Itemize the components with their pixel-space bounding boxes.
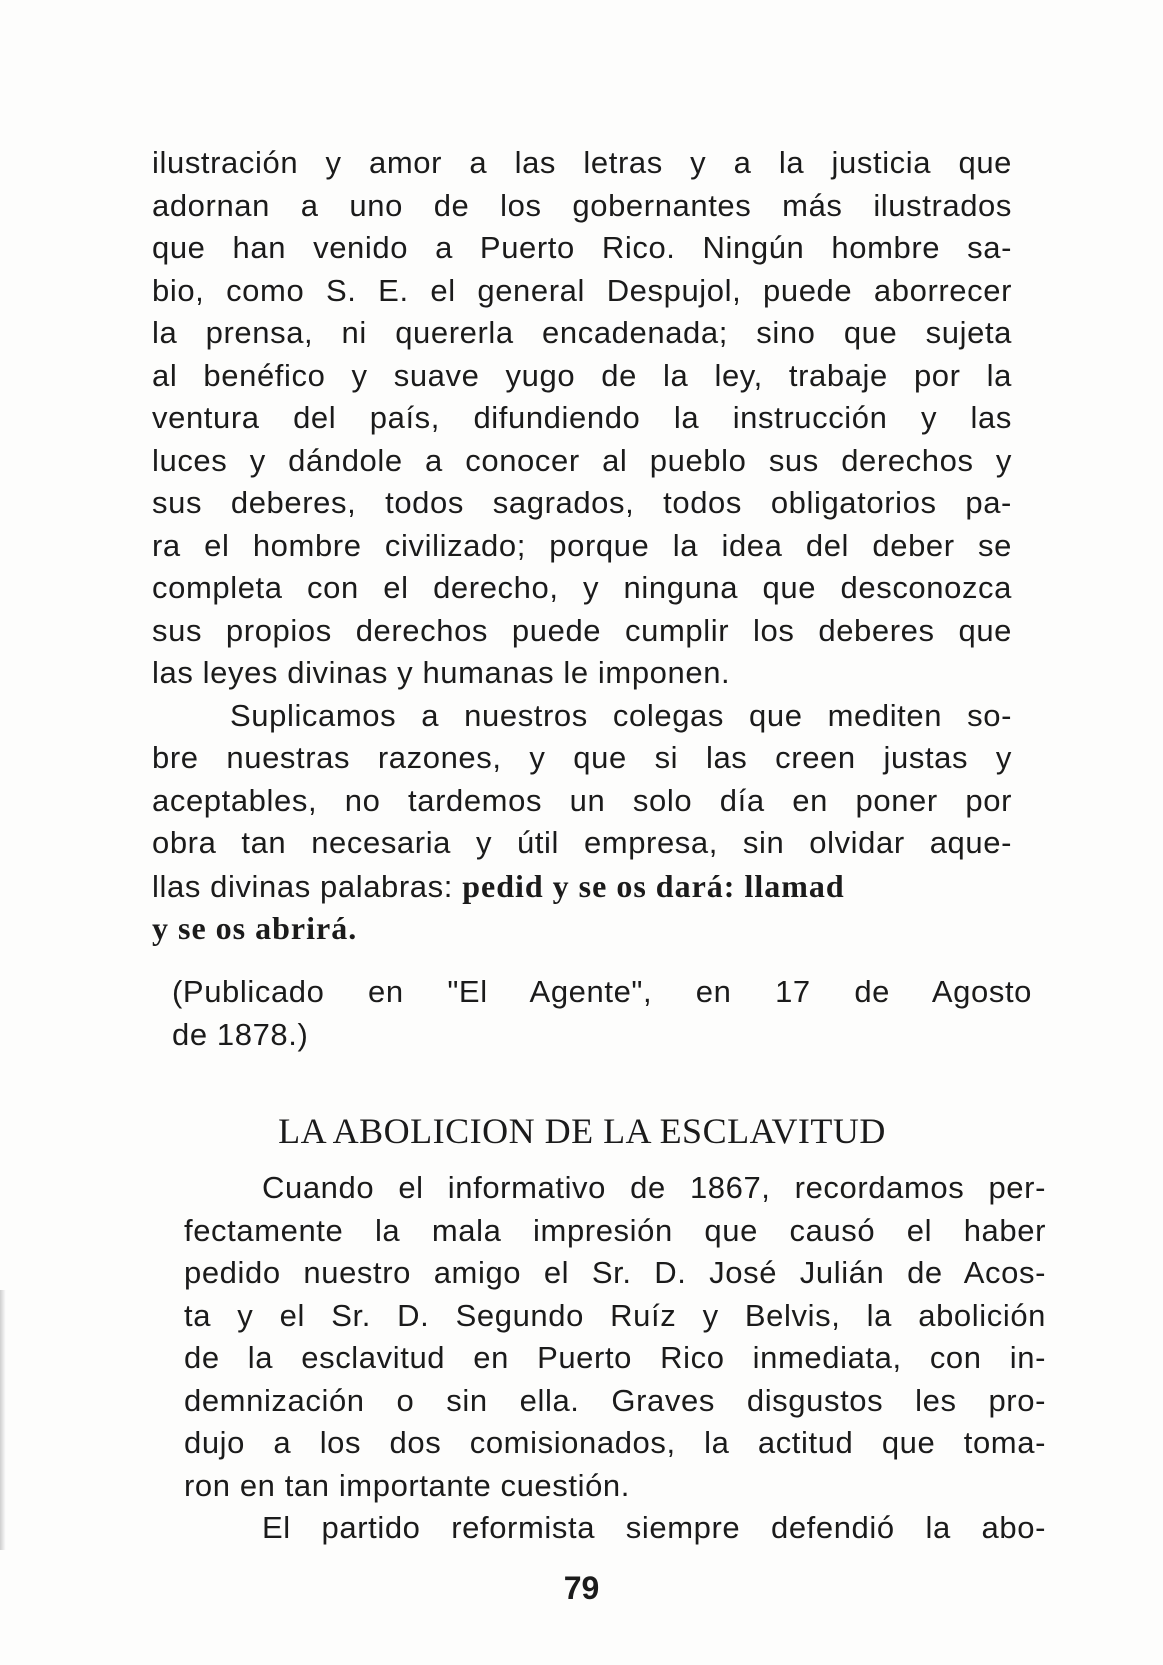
page-number: 79 [563,1570,600,1606]
text-line: aceptables, no tardemos un solo día en poner por [152,782,1012,818]
text-line: fectamente la mala impresión que causó el haber [184,1212,1046,1248]
text-line: al benéfico y suave yugo de la ley, trabaje por la [152,357,1012,393]
publication-note [172,971,1032,1056]
text-line-with-quote [152,865,1012,908]
text-line: El partido reformista siempre defendió la abo- [262,1510,1046,1545]
text-line: adornan a uno de los gobernantes más ilustrados [152,187,1012,223]
text-line: la prensa, ni quererla encadenada; sino que sujeta [152,315,1012,350]
text-line: pedido nuestro amigo el Sr. D. José Julián de Acos- [184,1255,1046,1290]
text-line: las leyes divinas y humanas le imponen. [152,655,731,690]
text-line: ventura del país, difundiendo la instrucción y las [152,400,1012,435]
text-fragment: llas divinas palabras: [152,868,463,904]
text-line: Cuando el informativo de 1867, recordamos per- [262,1170,1046,1205]
text-line: obra tan necesaria y útil empresa, sin olvidar aque- [152,825,1012,860]
text-line-with-quote [152,907,1012,950]
text-line: bre nuestras razones, y que si las creen justas y [152,740,1012,775]
text-line: Suplicamos a nuestros colegas que mediten so- [230,697,1012,733]
text-line: dujo a los dos comisionados, la actitud que toma- [184,1425,1046,1460]
body-text-section [184,1167,1046,1550]
text-line: ron en tan importante cuestión. [184,1467,630,1503]
text-line: sus propios derechos puede cumplir los deberes que [152,612,1012,648]
text-line: bio, como S. E. el general Despujol, puede aborrecer [152,272,1012,308]
body-text-section [152,142,1012,950]
biblical-quote: y se os abrirá. [152,910,358,946]
section-heading: LA ABOLICION DE LA ESCLAVITUD [278,1111,886,1151]
biblical-quote: pedid y se os dará: llamad [462,867,845,904]
scan-edge-shadow [0,1290,6,1550]
text-line: ra el hombre civilizado; porque la idea del deber se [152,527,1012,563]
text-line: sus deberes, todos sagrados, todos obligatorios pa- [152,485,1012,520]
text-line: que han venido a Puerto Rico. Ningún hombre sa- [152,230,1012,265]
text-line: de la esclavitud en Puerto Rico inmediata, con in- [184,1340,1046,1375]
text-line: completa con el derecho, y ninguna que desconozca [152,570,1012,605]
text-line: luces y dándole a conocer al pueblo sus derechos y [152,442,1012,478]
text-line: de 1878.) [172,1016,309,1052]
text-line: demnización o sin ella. Graves disgustos les pro- [184,1382,1046,1418]
text-line: (Publicado en "El Agente", en 17 de Agosto [172,974,1032,1009]
text-line: ilustración y amor a las letras y a la justicia que [152,145,1012,180]
text-line: ta y el Sr. D. Segundo Ruíz y Belvis, la abolición [184,1297,1046,1333]
